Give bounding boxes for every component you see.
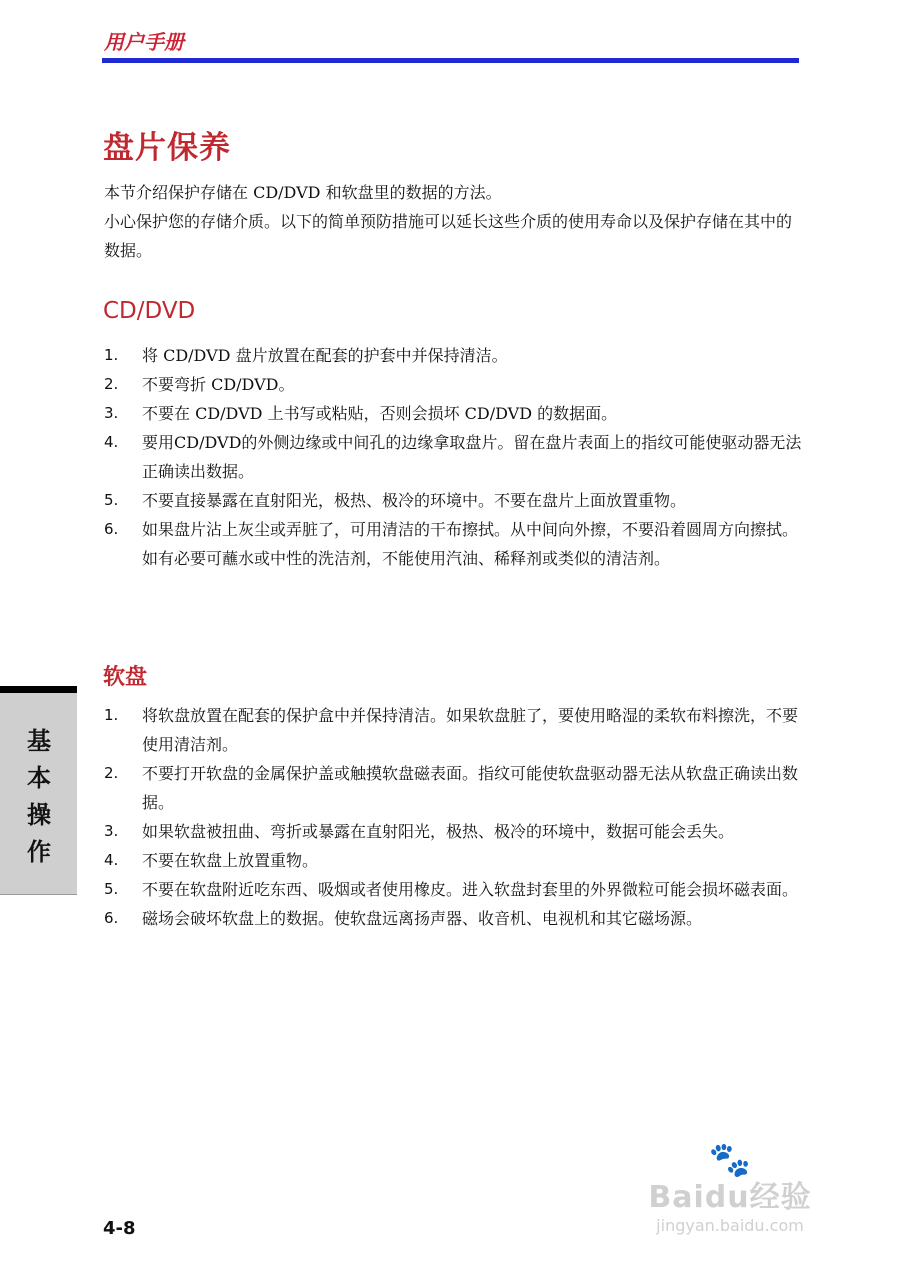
item-text: 不要在软盘上放置重物。 bbox=[142, 851, 319, 870]
list-item bbox=[104, 875, 804, 904]
item-number: 2. bbox=[104, 764, 119, 782]
list-item bbox=[104, 341, 804, 370]
list-item bbox=[104, 846, 804, 875]
item-text: 不要弯折 CD/DVD。 bbox=[142, 375, 295, 394]
item-text: 不要打开软盘的金属保护盖或触摸软盘磁表面。指纹可能使软盘驱动器无法从软盘正确读出数据。 bbox=[142, 764, 799, 812]
item-text: 不要在软盘附近吃东西、吸烟或者使用橡皮。进入软盘封套里的外界微粒可能会损坏磁表面。 bbox=[142, 880, 799, 899]
item-text: 如果盘片沾上灰尘或弄脏了，可用清洁的干布擦拭。从中间向外擦，不要沿着圆周方向擦拭。如有必要可蘸水或中性的洗洁剂，不能使用汽油、稀释剂或类似的清洁剂。 bbox=[142, 520, 799, 568]
cd-dvd-heading: CD/DVD bbox=[103, 298, 196, 324]
list-item bbox=[104, 486, 804, 515]
item-text: 磁场会破坏软盘上的数据。使软盘远离扬声器、收音机、电视机和其它磁场源。 bbox=[142, 909, 703, 928]
item-number: 4. bbox=[104, 433, 119, 451]
watermark-brand: Baidu经验 bbox=[648, 1180, 812, 1215]
list-item bbox=[104, 399, 804, 428]
item-number: 2. bbox=[104, 375, 119, 393]
cd-dvd-list bbox=[104, 341, 804, 573]
item-text: 将 CD/DVD 盘片放置在配套的护套中并保持清洁。 bbox=[142, 346, 508, 365]
watermark-url: jingyan.baidu.com bbox=[656, 1216, 804, 1235]
page-number: 4-8 bbox=[103, 1218, 136, 1239]
item-number: 4. bbox=[104, 851, 119, 869]
page-title: 盘片保养 bbox=[103, 130, 231, 166]
item-number: 3. bbox=[104, 404, 119, 422]
header-rule bbox=[102, 58, 799, 63]
intro bbox=[104, 178, 804, 265]
list-item bbox=[104, 759, 804, 817]
chapter-tab-label: 基本操作 bbox=[27, 727, 51, 866]
item-number: 6. bbox=[104, 909, 119, 927]
item-number: 1. bbox=[104, 346, 119, 364]
item-text: 要用CD/DVD的外侧边缘或中间孔的边缘拿取盘片。留在盘片表面上的指纹可能使驱动器无法正确读出数据。 bbox=[142, 433, 802, 481]
item-text: 将软盘放置在配套的保护盒中并保持清洁。如果软盘脏了，要使用略湿的柔软布料擦洗，不要使用清洁剂。 bbox=[142, 706, 799, 754]
item-number: 1. bbox=[104, 706, 119, 724]
list-item bbox=[104, 428, 804, 486]
list-item bbox=[104, 701, 804, 759]
list-item bbox=[104, 817, 804, 846]
item-number: 5. bbox=[104, 491, 119, 509]
item-number: 6. bbox=[104, 520, 119, 538]
paw-icon: 🐾 bbox=[708, 1140, 752, 1180]
item-number: 3. bbox=[104, 822, 119, 840]
floppy-heading: 软盘 bbox=[103, 665, 148, 690]
header-title: 用户手册 bbox=[104, 30, 184, 54]
list-item bbox=[104, 370, 804, 399]
item-text: 不要直接暴露在直射阳光，极热、极冷的环境中。不要在盘片上面放置重物。 bbox=[142, 491, 687, 510]
item-number: 5. bbox=[104, 880, 119, 898]
intro-paragraph: 小心保护您的存储介质。以下的简单预防措施可以延长这些介质的使用寿命以及保护存储在其中的数据。 bbox=[104, 212, 793, 260]
list-item bbox=[104, 515, 804, 573]
chapter-side-tab bbox=[0, 686, 77, 895]
item-text: 不要在 CD/DVD 上书写或粘贴，否则会损坏 CD/DVD 的数据面。 bbox=[142, 404, 618, 423]
item-text: 如果软盘被扭曲、弯折或暴露在直射阳光，极热、极冷的环境中，数据可能会丢失。 bbox=[142, 822, 735, 841]
watermark bbox=[640, 1140, 820, 1250]
floppy-list bbox=[104, 701, 804, 933]
list-item bbox=[104, 904, 804, 933]
intro-paragraph: 本节介绍保护存储在 CD/DVD 和软盘里的数据的方法。 bbox=[104, 183, 502, 202]
